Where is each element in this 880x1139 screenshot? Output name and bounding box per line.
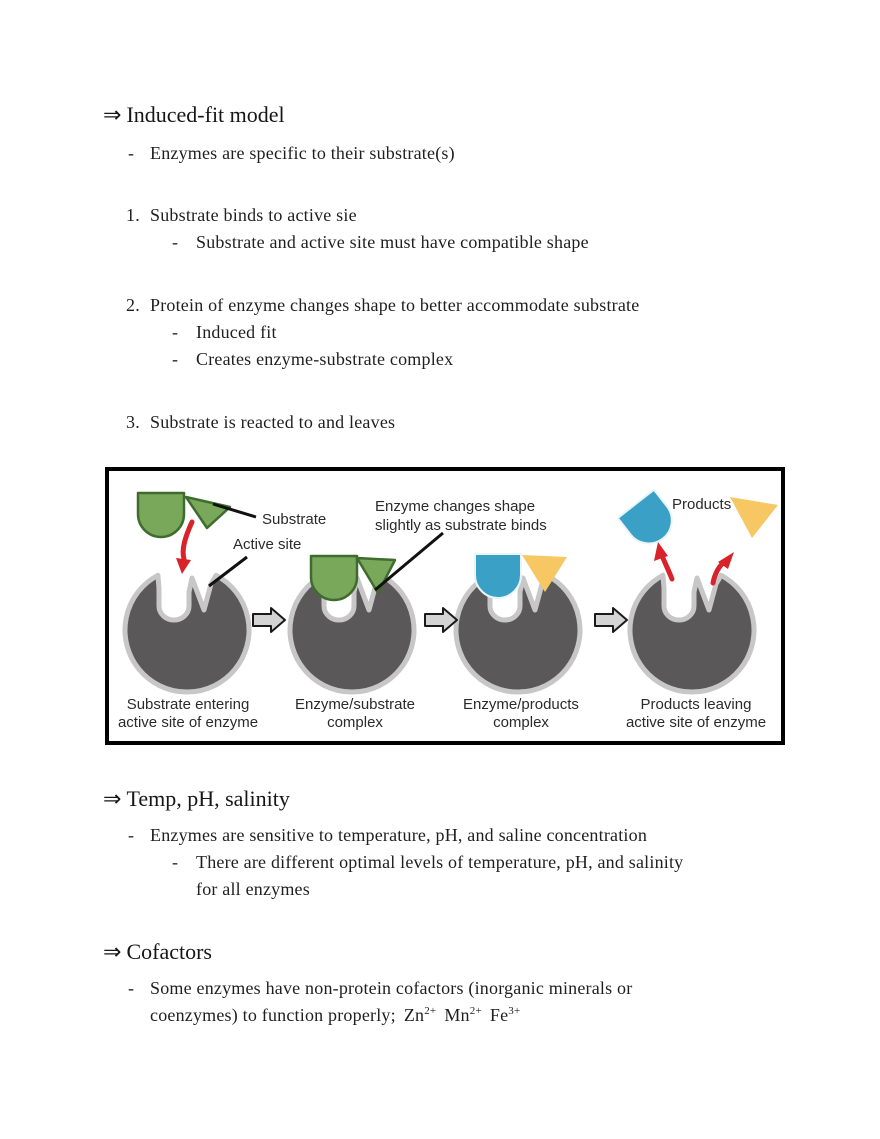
dash-marker: -	[172, 852, 179, 872]
item-text: Protein of enzyme changes shape to better accommodate substrate	[150, 295, 640, 315]
label-substrate: Substrate	[262, 511, 327, 528]
substrate-round-shape	[138, 493, 184, 537]
ion-element: Fe	[489, 1005, 509, 1025]
list-item-2-sub2	[172, 347, 453, 371]
enzyme-shape-4	[630, 575, 754, 692]
arrow-glyph: ⇒	[103, 939, 122, 964]
item-number: 3.	[126, 412, 140, 432]
bullet-text: Creates enzyme-substrate complex	[196, 349, 454, 369]
ion-charge: 2+	[469, 1005, 482, 1017]
list-item-1	[126, 203, 357, 227]
ion-fe	[490, 1005, 521, 1025]
bound-substrate-round	[311, 556, 357, 600]
bullet-text: Some enzymes have non-protein cofactors (inorganic minerals or	[150, 978, 633, 998]
item-number: 1.	[126, 205, 140, 225]
heading-temp-ph-salinity	[103, 785, 290, 813]
caption-stage4-line1: Products leaving	[640, 696, 752, 713]
red-arrow-down-head	[176, 558, 191, 574]
bullet-cofactors-line1	[128, 976, 632, 1000]
ion-charge: 2+	[424, 1005, 437, 1017]
red-arrow-up-left-head	[654, 542, 668, 561]
enzyme-diagram-figure	[105, 467, 785, 745]
heading-text: Temp, pH, salinity	[126, 786, 290, 811]
free-product-triangle	[730, 497, 778, 538]
caption-stage3-line1: Enzyme/products	[463, 696, 579, 713]
list-item-3	[126, 410, 395, 434]
enzyme-shape-3	[456, 575, 580, 692]
bullet-text: Enzymes are specific to their substrate(s)	[150, 143, 455, 163]
item-number: 2.	[126, 295, 140, 315]
ion-charge: 3+	[508, 1005, 521, 1017]
caption-stage2-line2: complex	[327, 714, 383, 731]
caption-stage4-line2: active site of enzyme	[625, 714, 767, 731]
bullet-optimal-levels-line1	[172, 850, 683, 874]
dash-marker: -	[172, 232, 179, 252]
bullet-enzymes-sensitive	[128, 823, 647, 847]
list-item-2	[126, 293, 639, 317]
bullet-text: coenzymes) to function properly;	[150, 1005, 396, 1025]
bullet-text: for all enzymes	[196, 879, 310, 899]
label-enzyme-changes-1: Enzyme changes shape	[375, 498, 536, 515]
label-enzyme-changes-2: slightly as substrate binds	[375, 517, 547, 534]
list-item-2-sub1	[172, 320, 277, 344]
step-arrow-icon-3	[595, 608, 627, 632]
caption-stage1-line2: active site of enzyme	[117, 714, 259, 731]
list-item-1-sub	[172, 230, 589, 254]
caption-stage3-line2: complex	[493, 714, 549, 731]
label-products: Products	[672, 496, 732, 513]
dash-marker: -	[172, 349, 179, 369]
bullet-optimal-levels-line2	[196, 877, 310, 901]
item-text: Substrate binds to active sie	[150, 205, 357, 225]
dash-marker: -	[128, 978, 135, 998]
heading-text: Cofactors	[126, 939, 212, 964]
bullet-text: Enzymes are sensitive to temperature, pH, and saline concentration	[150, 825, 648, 845]
step-arrow-icon-2	[425, 608, 457, 632]
heading-cofactors	[103, 938, 212, 966]
red-arrow-down-icon	[183, 522, 192, 559]
enzyme-shape-1	[125, 575, 249, 692]
bullet-enzymes-specific	[128, 141, 455, 165]
step-arrow-icon-1	[253, 608, 285, 632]
ion-mn	[444, 1005, 482, 1025]
bullet-cofactors-line2	[150, 1003, 520, 1027]
arrow-glyph: ⇒	[103, 786, 122, 811]
dash-marker: -	[128, 143, 135, 163]
label-active-site: Active site	[233, 536, 302, 553]
bullet-text: Substrate and active site must have compatible shape	[196, 232, 589, 252]
caption-stage1-line1: Substrate entering	[126, 696, 250, 713]
enzyme-diagram	[109, 471, 781, 741]
bullet-text: Induced fit	[196, 322, 277, 342]
ion-element: Mn	[444, 1005, 470, 1025]
heading-induced-fit	[103, 101, 285, 129]
arrow-glyph: ⇒	[103, 102, 122, 127]
dash-marker: -	[128, 825, 135, 845]
ion-element: Zn	[403, 1005, 425, 1025]
dash-marker: -	[172, 322, 179, 342]
bound-product-round	[475, 554, 521, 598]
item-text: Substrate is reacted to and leaves	[150, 412, 396, 432]
ion-zn	[404, 1005, 437, 1025]
caption-stage2-line1: Enzyme/substrate	[294, 696, 416, 713]
heading-text: Induced-fit model	[126, 102, 285, 127]
bullet-text: There are different optimal levels of temperature, pH, and salinity	[196, 852, 684, 872]
